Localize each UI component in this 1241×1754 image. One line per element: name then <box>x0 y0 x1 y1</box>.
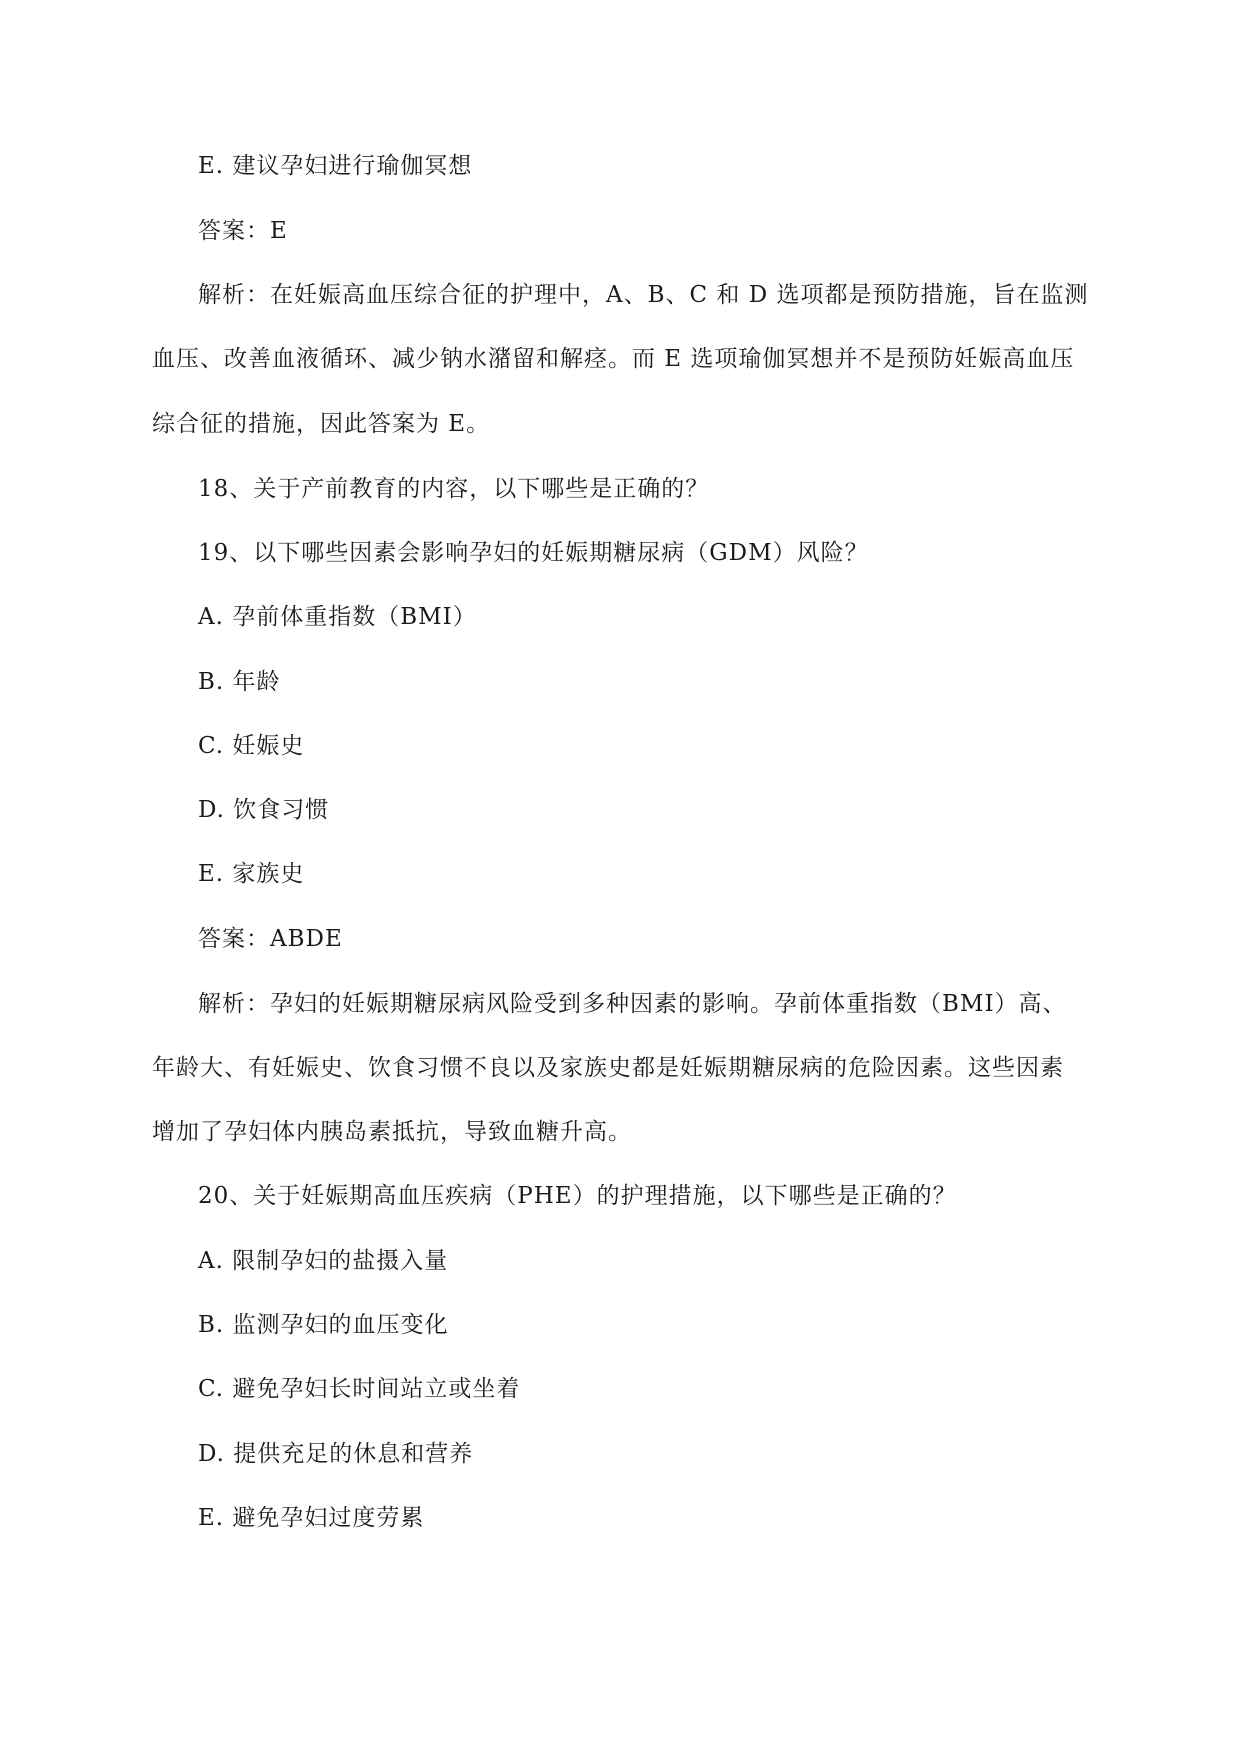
q17-analysis-line-2: 血压、改善血液循环、减少钠水潴留和解痉。而 E 选项瑜伽冥想并不是预防妊娠高血压 <box>152 346 1075 372</box>
q19-option-c: C. 妊娠史 <box>198 733 305 759</box>
q19-option-d: D. 饮食习惯 <box>198 797 330 823</box>
q19-option-b: B. 年龄 <box>198 669 281 695</box>
q17-analysis-line-3: 综合征的措施，因此答案为 E。 <box>152 411 491 437</box>
q19-analysis-line-1: 解析：孕妇的妊娠期糖尿病风险受到多种因素的影响。孕前体重指数（BMI）高、 <box>198 991 1067 1017</box>
q19-question: 19、以下哪些因素会影响孕妇的妊娠期糖尿病（GDM）风险？ <box>198 540 869 566</box>
q20-question: 20、关于妊娠期高血压疾病（PHE）的护理措施，以下哪些是正确的？ <box>198 1183 957 1209</box>
q19-answer: 答案：ABDE <box>198 926 343 952</box>
q20-option-e: E. 避免孕妇过度劳累 <box>198 1505 425 1531</box>
q17-analysis-line-1: 解析：在妊娠高血压综合征的护理中，A、B、C 和 D 选项都是预防措施，旨在监测 <box>198 282 1089 308</box>
q19-analysis-line-2: 年龄大、有妊娠史、饮食习惯不良以及家族史都是妊娠期糖尿病的危险因素。这些因素 <box>152 1055 1064 1081</box>
q17-answer: 答案：E <box>198 218 288 244</box>
q20-option-c: C. 避免孕妇长时间站立或坐着 <box>198 1376 521 1402</box>
q19-option-a: A. 孕前体重指数（BMI） <box>198 604 477 630</box>
q17-option-e: E. 建议孕妇进行瑜伽冥想 <box>198 153 473 179</box>
q20-option-a: A. 限制孕妇的盐摄入量 <box>198 1248 449 1274</box>
q20-option-b: B. 监测孕妇的血压变化 <box>198 1312 449 1338</box>
q19-option-e: E. 家族史 <box>198 861 305 887</box>
q19-analysis-line-3: 增加了孕妇体内胰岛素抵抗，导致血糖升高。 <box>152 1119 632 1145</box>
q18-question: 18、关于产前教育的内容，以下哪些是正确的？ <box>198 476 710 502</box>
q20-option-d: D. 提供充足的休息和营养 <box>198 1441 474 1467</box>
